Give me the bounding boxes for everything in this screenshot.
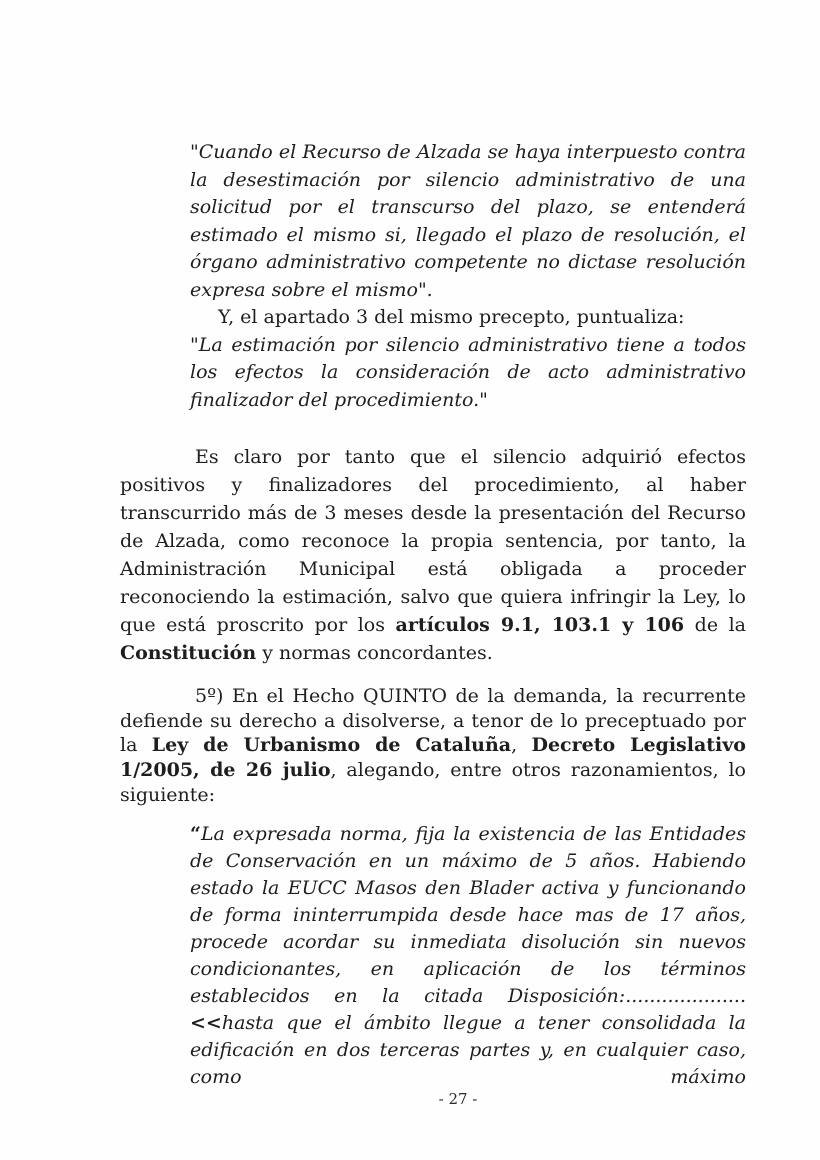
bold-run-ley-urbanismo: Ley de Urbanismo de Cataluña	[151, 734, 512, 757]
intro-line-apartado-3: Y, el apartado 3 del mismo precepto, puntualiza:	[218, 306, 685, 328]
text-run: , alegando, entre otros razonamientos, lo siguiente:	[120, 759, 746, 806]
text-run: ,	[511, 734, 532, 757]
body-paragraph-silencio-positivo	[120, 443, 746, 667]
text-run: y normas concordantes.	[256, 642, 493, 664]
quote-paragraph-estimacion: "La estimación por silencio administrativo tiene a todos los efectos la consideración de acto administrativo finalizador del procedimiento."	[190, 333, 746, 411]
quote-paragraph-recurso-alzada: "Cuando el Recurso de Alzada se haya interpuesto contra la desestimación por silencio administrativo de una solicitud por el transcurso del plazo, se entenderá estimado el mismo si, llegado el plazo de resolución, el órgano administrativo competente no dictase resolución expresa sobre el mismo".	[190, 141, 746, 301]
bold-run-articulos: artículos 9.1, 103.1 y 106	[395, 614, 685, 636]
text-run: La expresada norma, fija la existencia de las Entidades de Conservación en un máximo de 5 años. Habiendo estado la EUCC Masos den Blader activa y funcionando de forma ininterrumpida desde hace mas de 17 años, procede acordar su inmediata disolución sin nuevos condicionantes, en aplicación de los términos establecidos en la citada Disposición:....................	[190, 822, 746, 1007]
text-run: 5º) En el Hecho QUINTO de la demanda, la recurrente defiende su derecho a disolverse, a tenor de lo preceptuado por la	[120, 685, 746, 757]
page-number: - 27 -	[438, 1090, 478, 1108]
bold-run-decreto-legislativo: Decreto Legislativo 1/2005, de 26 julio	[120, 734, 746, 782]
body-paragraph-hecho-quinto	[120, 684, 746, 808]
open-quote-mark: “	[190, 822, 201, 845]
text-run: hasta que el ámbito llegue a tener consolidada la edificación en dos terceras partes y, en cualquier caso, como máximo	[190, 1011, 746, 1088]
text-run: de la	[684, 614, 747, 636]
bold-run-constitucion: Constitución	[120, 642, 257, 664]
text-run: Es claro por tanto que el silencio adquirió efectos positivos y finalizadores del procedimiento, al haber transcurrido más de 3 meses desde la presentación del Recurso de Alzada, como reconoce la propia sentencia, por tanto, la Administración Municipal está obligada a proceder reconociendo la estimación, salvo que quiera infringir la Ley, lo que está proscrito por los	[120, 446, 746, 636]
quote-paragraph-expresada-norma	[190, 821, 746, 1091]
angle-quote-marks: <<	[190, 1011, 222, 1034]
text-block	[120, 139, 746, 1091]
